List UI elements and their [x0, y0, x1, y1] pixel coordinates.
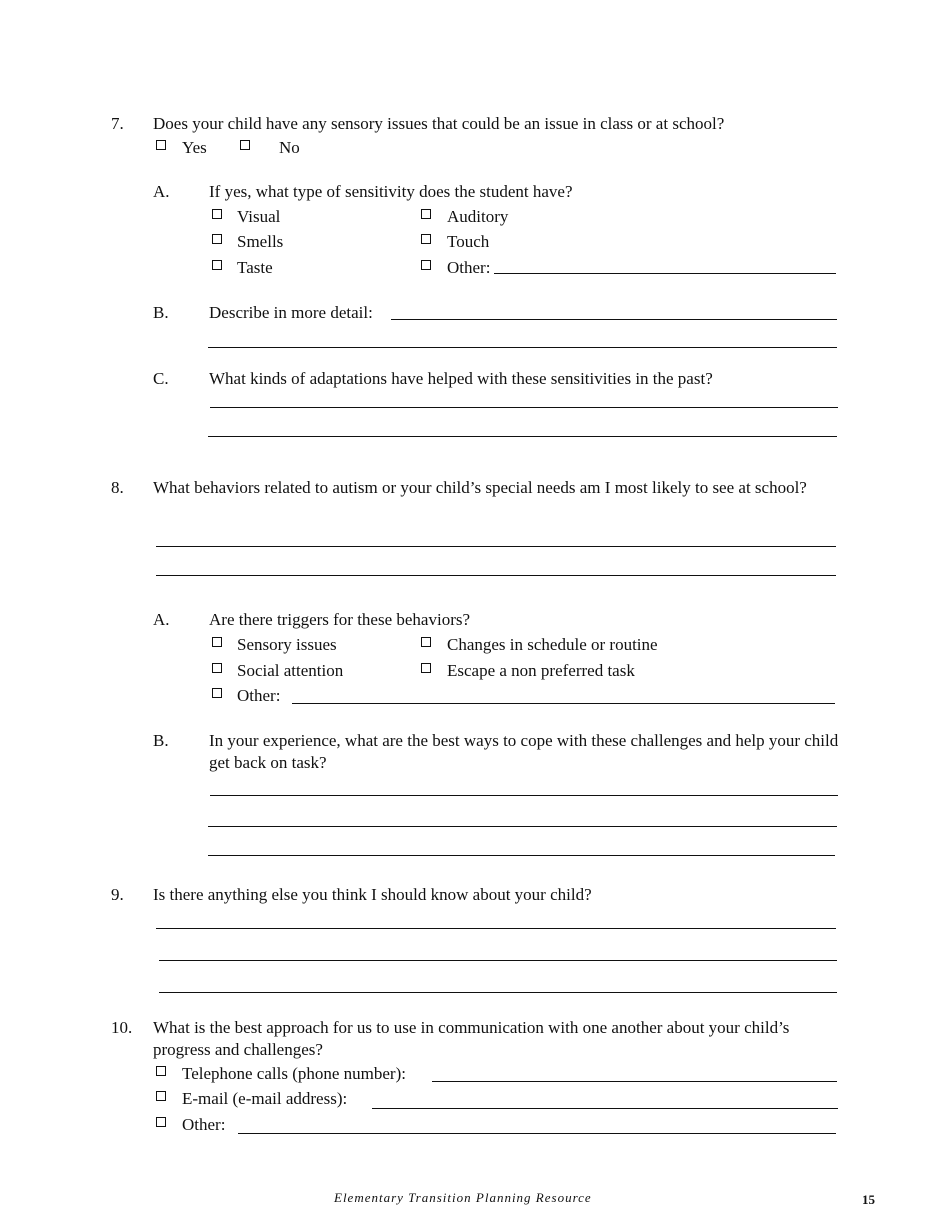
- q7a-question: If yes, what type of sensitivity does the student have?: [209, 182, 573, 201]
- q8a-schedule-checkbox[interactable]: [421, 637, 431, 647]
- q7-no-checkbox[interactable]: [240, 140, 250, 150]
- q9-number: 9.: [111, 885, 124, 904]
- q7c-label: C.: [153, 369, 169, 388]
- q7-yes-checkbox[interactable]: [156, 140, 166, 150]
- q7b-question: Describe in more detail:: [209, 303, 373, 322]
- q10-email-checkbox[interactable]: [156, 1091, 166, 1101]
- q8-answer-line[interactable]: [156, 546, 836, 547]
- q10-question: What is the best approach for us to use in communication with one another about your child’s progress and challenges?: [153, 1018, 790, 1059]
- q8-number: 8.: [111, 478, 124, 497]
- q7a-other-answer-line[interactable]: [494, 273, 836, 274]
- q10-other-label: Other:: [182, 1115, 226, 1134]
- q7a-smells-checkbox[interactable]: [212, 234, 222, 244]
- q8b-label: B.: [153, 731, 169, 750]
- q8a-sensory-label: Sensory issues: [237, 635, 337, 654]
- q8b-answer-line[interactable]: [210, 795, 838, 796]
- q7b-label: B.: [153, 303, 169, 322]
- q7c-question: What kinds of adaptations have helped with these sensitivities in the past?: [209, 369, 713, 388]
- q8b-answer-line[interactable]: [208, 826, 837, 827]
- q10-telephone-checkbox[interactable]: [156, 1066, 166, 1076]
- q8a-escape-checkbox[interactable]: [421, 663, 431, 673]
- q10-telephone-label: Telephone calls (phone number):: [182, 1064, 406, 1083]
- q8-question: What behaviors related to autism or your child’s special needs am I most likely to see at school?: [153, 478, 807, 497]
- q10-telephone-answer-line[interactable]: [432, 1081, 837, 1082]
- page-number: 15: [862, 1192, 875, 1207]
- q8a-schedule-label: Changes in schedule or routine: [447, 635, 658, 654]
- q8a-question: Are there triggers for these behaviors?: [209, 610, 471, 629]
- q10-other-checkbox[interactable]: [156, 1117, 166, 1127]
- q10-other-answer-line[interactable]: [238, 1133, 836, 1134]
- q7a-taste-checkbox[interactable]: [212, 260, 222, 270]
- q7b-answer-line[interactable]: [391, 319, 837, 320]
- q7-no-label: No: [279, 138, 300, 157]
- footer-title: Elementary Transition Planning Resource: [334, 1190, 592, 1205]
- q8a-label: A.: [153, 610, 170, 629]
- q7a-other-checkbox[interactable]: [421, 260, 431, 270]
- q7a-visual-label: Visual: [237, 207, 281, 226]
- q10-email-answer-line[interactable]: [372, 1108, 838, 1109]
- q8a-escape-label: Escape a non preferred task: [447, 661, 635, 680]
- q7-question: Does your child have any sensory issues that could be an issue in class or at school?: [153, 114, 725, 133]
- q7-yes-label: Yes: [182, 138, 207, 157]
- q10-number: 10.: [111, 1018, 133, 1037]
- q7a-auditory-checkbox[interactable]: [421, 209, 431, 219]
- q8a-other-label: Other:: [237, 686, 281, 705]
- q7c-answer-line[interactable]: [208, 436, 837, 437]
- q7b-answer-line[interactable]: [208, 347, 837, 348]
- q8a-social-label: Social attention: [237, 661, 344, 680]
- q8a-other-checkbox[interactable]: [212, 688, 222, 698]
- q7a-taste-label: Taste: [237, 258, 273, 277]
- q9-answer-line[interactable]: [156, 928, 836, 929]
- q8b-question: In your experience, what are the best ways to cope with these challenges and help your child get back on task?: [209, 731, 839, 772]
- q10-email-label: E-mail (e-mail address):: [182, 1089, 348, 1108]
- q8b-answer-line[interactable]: [208, 855, 835, 856]
- q8a-sensory-checkbox[interactable]: [212, 637, 222, 647]
- q7-number: 7.: [111, 114, 124, 133]
- q7a-touch-label: Touch: [447, 232, 490, 251]
- q8a-other-answer-line[interactable]: [292, 703, 835, 704]
- q7a-visual-checkbox[interactable]: [212, 209, 222, 219]
- q7a-touch-checkbox[interactable]: [421, 234, 431, 244]
- q7a-other-label: Other:: [447, 258, 491, 277]
- q8a-social-checkbox[interactable]: [212, 663, 222, 673]
- q7a-label: A.: [153, 182, 170, 201]
- q7a-smells-label: Smells: [237, 232, 284, 251]
- q7a-auditory-label: Auditory: [447, 207, 509, 226]
- q9-question: Is there anything else you think I should know about your child?: [153, 885, 592, 904]
- q9-answer-line[interactable]: [159, 960, 837, 961]
- q8-answer-line[interactable]: [156, 575, 836, 576]
- q7c-answer-line[interactable]: [210, 407, 838, 408]
- q9-answer-line[interactable]: [159, 992, 837, 993]
